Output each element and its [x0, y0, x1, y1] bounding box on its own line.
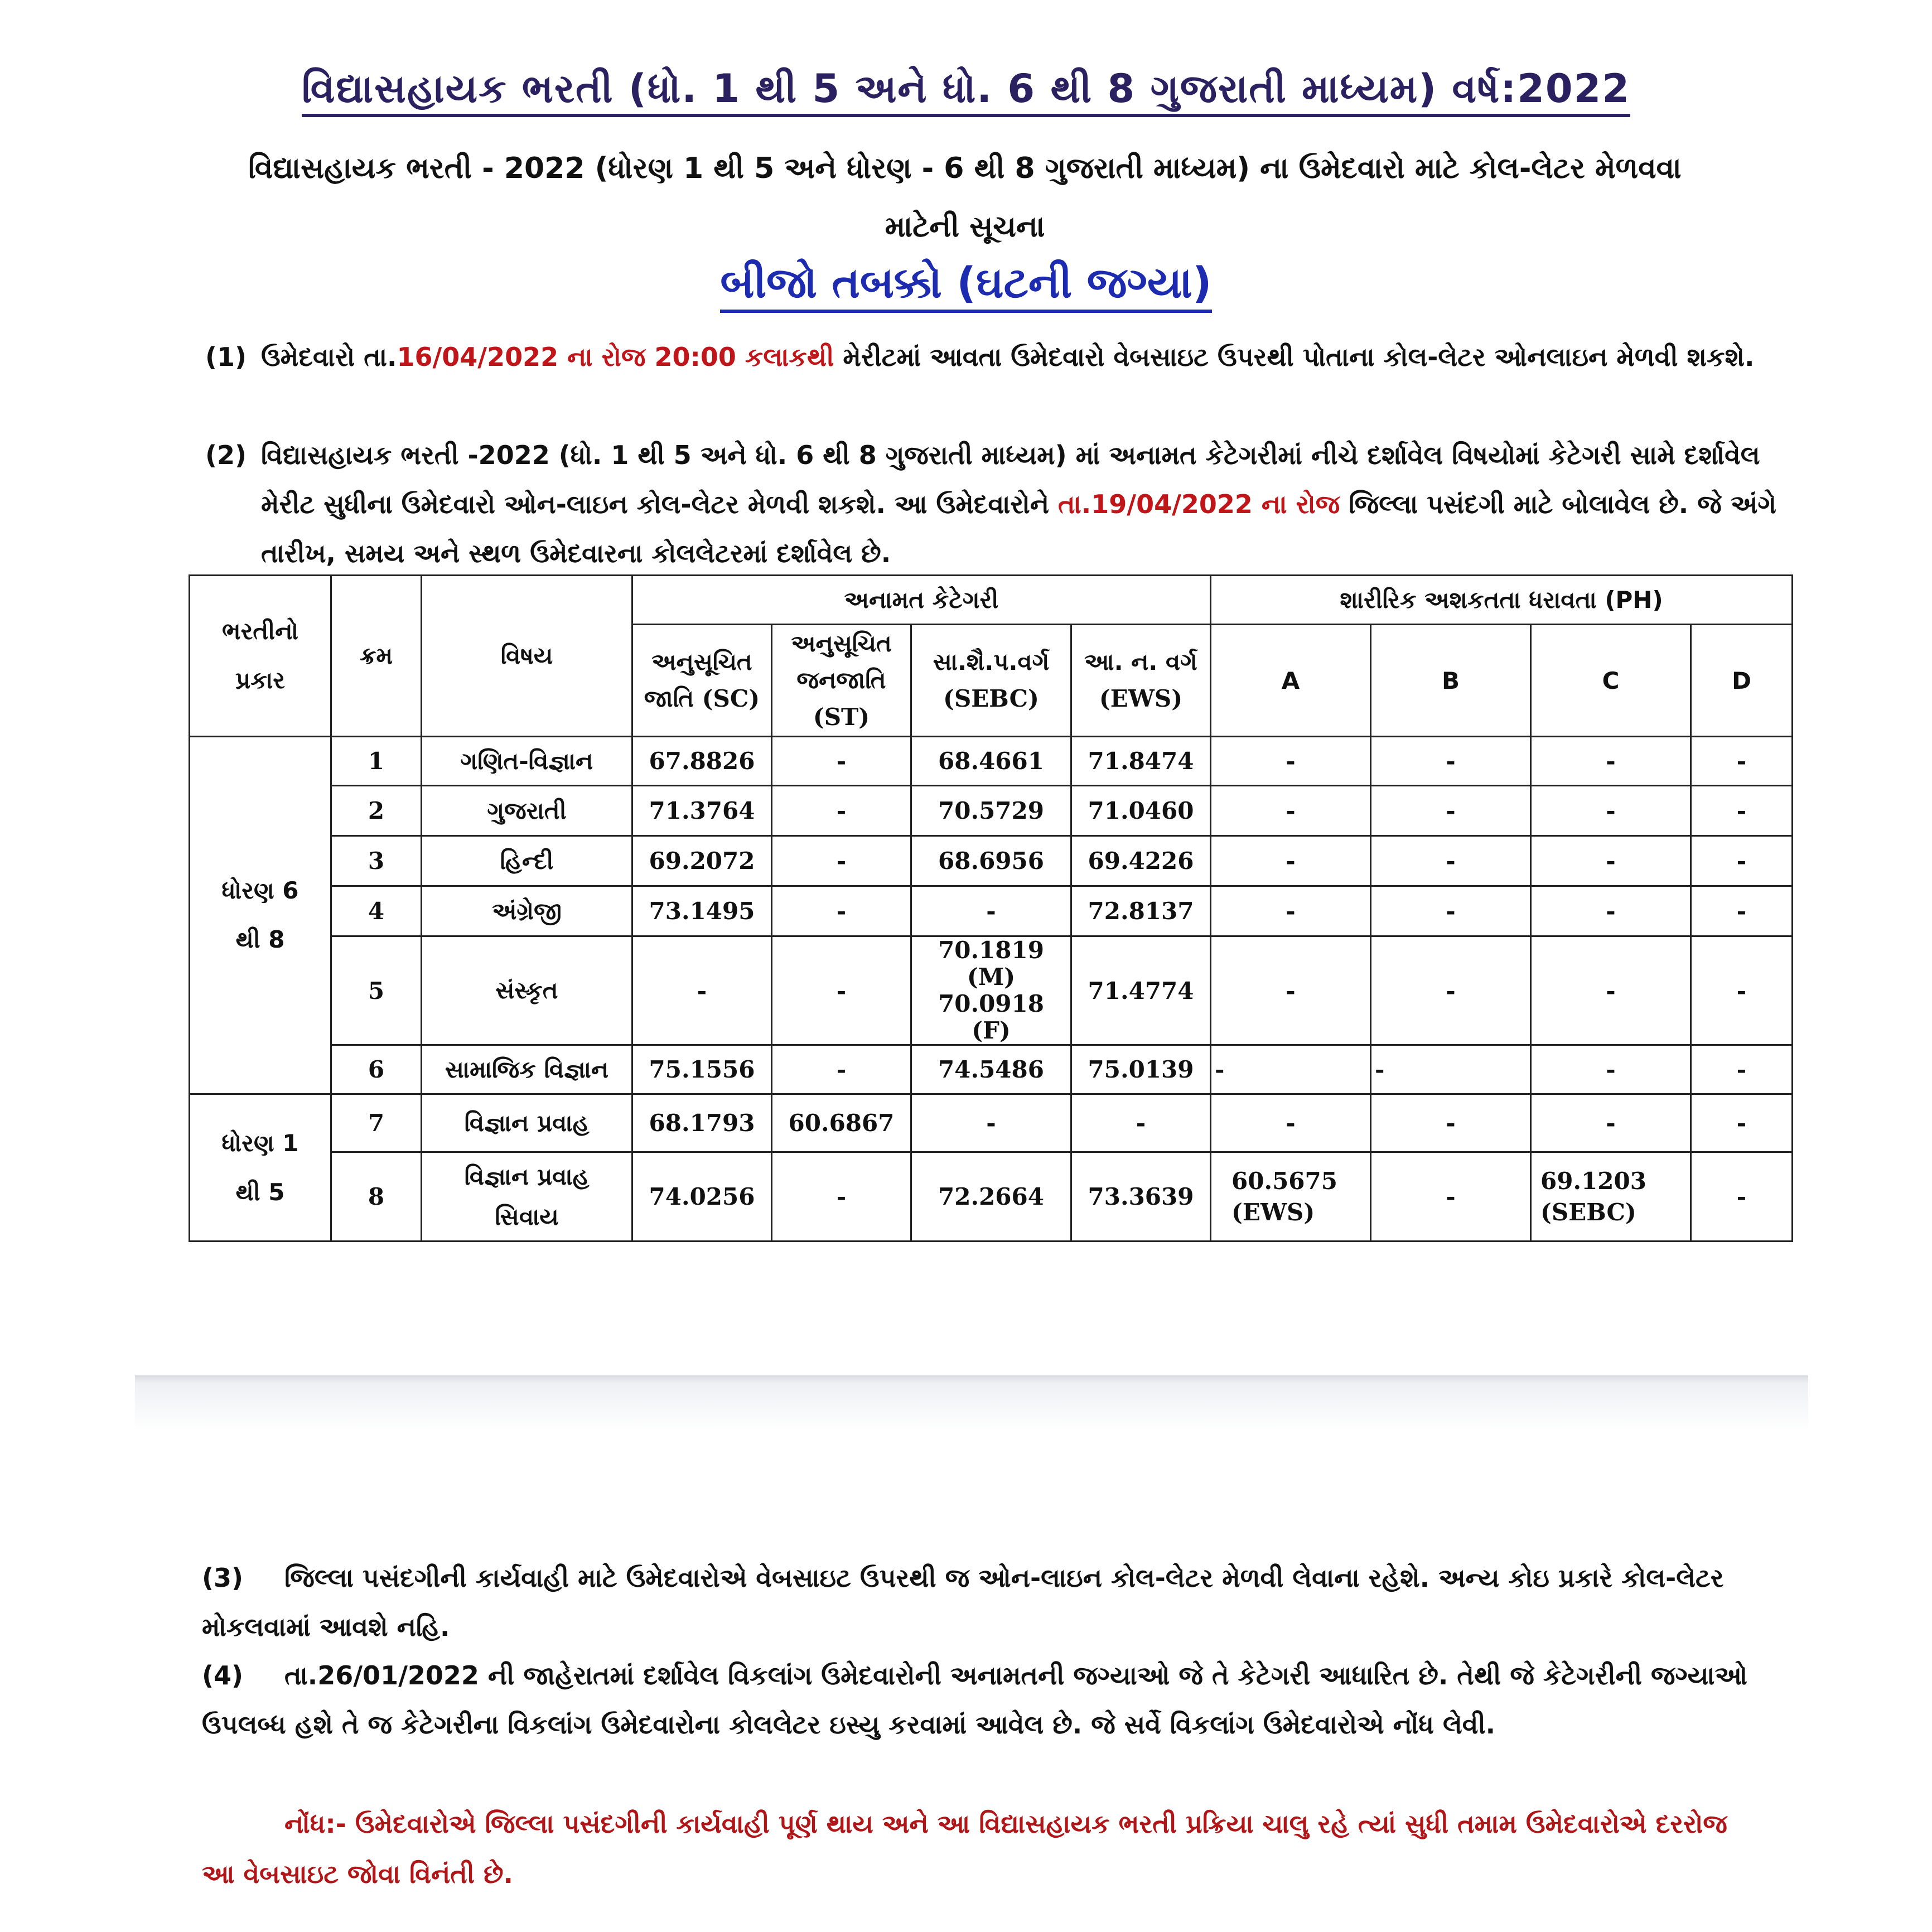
cell-ph-d: - — [1691, 1045, 1793, 1094]
cell-ews: 73.3639 — [1071, 1152, 1211, 1242]
cell-ph-c: - — [1531, 737, 1691, 786]
cell-ph-d: - — [1691, 1152, 1793, 1242]
cell-ews: 75.0139 — [1071, 1045, 1211, 1094]
document-title — [0, 66, 1932, 112]
header-ph-category: શારીરિક અશકતતા ધરાવતા (PH) — [1211, 576, 1793, 625]
phase-heading — [0, 258, 1932, 308]
cell-ph-a: - — [1211, 737, 1371, 786]
paragraph-2-text-b: જિલ્લા પસંદગી માટે બોલાવેલ છે. જે અંગે તારીખ, સમય અને સ્થળ ઉમેદવારના કોલલેટરમાં દર્શાવેલ છે. — [261, 489, 1776, 568]
cell-ph-b: - — [1371, 836, 1531, 886]
cell-ph-c: - — [1531, 1045, 1691, 1094]
table-row — [190, 836, 1793, 886]
cell-ph-c-value: 69.1203 — [1540, 1167, 1646, 1195]
cell-ph-a — [1211, 1152, 1371, 1242]
cell-sebc — [911, 936, 1071, 1045]
cell-ph-c: - — [1531, 1094, 1691, 1152]
cell-ph-b: - — [1371, 886, 1531, 936]
table-row — [190, 936, 1793, 1045]
header-subject: વિષય — [422, 576, 632, 737]
cell-ph-d: - — [1691, 836, 1793, 886]
cell-st: - — [772, 936, 911, 1045]
cell-sc: 67.8826 — [632, 737, 772, 786]
cell-sebc: 68.6956 — [911, 836, 1071, 886]
cell-ph-c-category: (SEBC) — [1540, 1198, 1636, 1226]
group-std-1-5 — [190, 1094, 331, 1242]
cell-ph-a: - — [1211, 886, 1371, 936]
cell-sc: 71.3764 — [632, 786, 772, 836]
paragraph-2 — [205, 431, 1789, 578]
cell-ews: 71.4774 — [1071, 936, 1211, 1045]
cell-ph-c — [1531, 1152, 1691, 1242]
cell-ph-a: - — [1211, 1094, 1371, 1152]
paragraph-2-text-a: વિદ્યાસહાયક ભરતી -2022 (ધો. 1 થી 5 અને ધો. 6 થી 8 ગુજરાતી માધ્યમ) માં અનામત કેટેગરીમાં નીચે દર્શાવેલ વિષયોમાં કેટેગરી સામે દર્શાવેલ મેરીટ સુધીના ઉમેદવારો ઓન-લાઇન કોલ-લેટર મેળવી શકશે. આ ઉમેદવારોને — [261, 440, 1760, 519]
paragraph-1 — [205, 332, 1789, 381]
table-row — [190, 886, 1793, 936]
cell-sebc: - — [911, 886, 1071, 936]
page-divider — [135, 1375, 1808, 1431]
header-sebc-line1: સા.શૈ.પ.વર્ગ — [933, 648, 1050, 675]
paragraph-2-number: (2) — [205, 440, 247, 470]
paragraph-1-text-b: મેરીટમાં આવતા ઉમેદવારો વેબસાઇટ ઉપરથી પોતાના કોલ-લેટર ઓનલાઇન મેળવી શકશે. — [834, 342, 1755, 372]
table-row — [190, 786, 1793, 836]
header-sc-line1: અનુસૂચિત — [651, 648, 752, 675]
cell-ph-a-category: (EWS) — [1231, 1198, 1315, 1226]
cell-ews: 71.0460 — [1071, 786, 1211, 836]
cell-ph-d: - — [1691, 737, 1793, 786]
row-serial: 7 — [331, 1094, 422, 1152]
header-st — [772, 625, 911, 737]
cell-ph-a: - — [1211, 936, 1371, 1045]
paragraph-4-text: તા.26/01/2022 ની જાહેરાતમાં દર્શાવેલ વિકલાંગ ઉમેદવારોની અનામતની જગ્યાઓ જે તે કેટેગરી આધારિત છે. તેથી જે કેટેગરીની જગ્યાઓ ઉપલબ્ધ હશે તે જ કેટેગરીના વિકલાંગ ઉમેદવારોના કોલલેટર ઇસ્યુ કરવામાં આવેલ છે. જે સર્વે વિકલાંગ ઉમેદવારોએ નોંધ લેવી. — [202, 1660, 1748, 1740]
cell-ph-a: - — [1211, 786, 1371, 836]
cell-ph-c: - — [1531, 886, 1691, 936]
header-ph-b: B — [1371, 625, 1531, 737]
paragraph-3-text: જિલ્લા પસંદગીની કાર્યવાહી માટે ઉમેદવારોએ વેબસાઇટ ઉપરથી જ ઓન-લાઇન કોલ-લેટર મેળવી લેવાના રહેશે. અન્ય કોઇ પ્રકારે કોલ-લેટર મોકલવામાં આવશે નહિ. — [202, 1563, 1724, 1642]
table-row — [190, 1152, 1793, 1242]
row-subject: હિન્દી — [422, 836, 632, 886]
header-ews — [1071, 625, 1211, 737]
row-subject: સંસ્કૃત — [422, 936, 632, 1045]
cell-st: - — [772, 1045, 911, 1094]
group-std-6-8 — [190, 737, 331, 1094]
row-subject-line1: વિજ્ઞાન પ્રવાહ — [464, 1162, 590, 1190]
cell-sc: 75.1556 — [632, 1045, 772, 1094]
cell-ph-b: - — [1371, 737, 1531, 786]
header-ews-line1: આ. ન. વર્ગ — [1084, 648, 1197, 675]
cell-ews: 71.8474 — [1071, 737, 1211, 786]
group-std-6-8-label: ધોરણ 6 થી 8 — [221, 877, 299, 953]
cell-sc: 69.2072 — [632, 836, 772, 886]
cell-ph-b: - — [1371, 1152, 1531, 1242]
cell-sebc-male: 70.1819 (M) — [938, 936, 1044, 991]
cell-sc: - — [632, 936, 772, 1045]
row-subject: ગણિત-વિજ્ઞાન — [422, 737, 632, 786]
header-sebc — [911, 625, 1071, 737]
table-row — [190, 1045, 1793, 1094]
cell-ph-a: - — [1211, 1045, 1371, 1094]
paragraph-3-number: (3) — [202, 1563, 244, 1593]
header-reserved-category: અનામત કેટેગરી — [632, 576, 1211, 625]
cell-ph-b: - — [1371, 1094, 1531, 1152]
table-row — [190, 737, 1793, 786]
document-title-text: વિદ્યાસહાયક ભરતી (ધો. 1 થી 5 અને ધો. 6 થી 8 ગુજરાતી માધ્યમ) વર્ષ:2022 — [302, 66, 1630, 117]
row-serial: 4 — [331, 886, 422, 936]
cell-st: - — [772, 737, 911, 786]
paragraph-1-highlight: 16/04/2022 ના રોજ 20:00 કલાકથી — [397, 342, 834, 372]
cell-ph-a: - — [1211, 836, 1371, 886]
cell-sc: 74.0256 — [632, 1152, 772, 1242]
cell-ph-c: - — [1531, 936, 1691, 1045]
paragraph-1-number: (1) — [205, 342, 247, 372]
cell-ph-b: - — [1371, 936, 1531, 1045]
header-sebc-line2: (SEBC) — [943, 685, 1039, 712]
header-ph-c: C — [1531, 625, 1691, 737]
cell-ews: 69.4226 — [1071, 836, 1211, 886]
cell-st: - — [772, 886, 911, 936]
row-subject-line2: સિવાય — [495, 1202, 559, 1230]
paragraph-4 — [202, 1651, 1752, 1749]
merit-table — [189, 574, 1793, 1242]
cell-st: - — [772, 1152, 911, 1242]
header-recruitment-type: ભરતીનો પ્રકાર — [190, 576, 331, 737]
paragraph-3 — [202, 1553, 1752, 1651]
row-subject: ગુજરાતી — [422, 786, 632, 836]
cell-sebc: - — [911, 1094, 1071, 1152]
header-sc-line2: જાતિ (SC) — [644, 685, 760, 712]
cell-ph-a-value: 60.5675 — [1231, 1167, 1337, 1195]
table-header-row-1 — [190, 576, 1793, 625]
row-subject: સામાજિક વિજ્ઞાન — [422, 1045, 632, 1094]
phase-heading-text: બીજો તબક્કો (ઘટની જગ્યા) — [720, 258, 1211, 313]
table-row — [190, 1094, 1793, 1152]
cell-ph-d: - — [1691, 936, 1793, 1045]
group-std-1-5-label: ધોરણ 1 થી 5 — [221, 1129, 299, 1206]
header-serial: ક્રમ — [331, 576, 422, 737]
cell-st: - — [772, 836, 911, 886]
row-serial: 3 — [331, 836, 422, 886]
row-subject — [422, 1152, 632, 1242]
cell-ph-d: - — [1691, 1094, 1793, 1152]
header-ews-line2: (EWS) — [1099, 685, 1183, 712]
paragraph-2-highlight: તા.19/04/2022 ના રોજ — [1058, 489, 1340, 519]
row-serial: 8 — [331, 1152, 422, 1242]
row-serial: 5 — [331, 936, 422, 1045]
cell-ph-d: - — [1691, 786, 1793, 836]
cell-sc: 68.1793 — [632, 1094, 772, 1152]
row-subject: અંગ્રેજી — [422, 886, 632, 936]
row-subject: વિજ્ઞાન પ્રવાહ — [422, 1094, 632, 1152]
document-subtitle: વિદ્યાસહાયક ભરતી - 2022 (ધોરણ 1 થી 5 અને ધોરણ - 6 થી 8 ગુજરાતી માધ્યમ) ના ઉમેદવારો માટે કોલ-લેટર મેળવવા માટેની સૂચના — [248, 152, 1682, 244]
cell-ph-c: - — [1531, 786, 1691, 836]
paragraph-1-text-a: ઉમેદવારો તા. — [261, 342, 397, 372]
cell-sebc: 70.5729 — [911, 786, 1071, 836]
cell-sebc-female: 70.0918 (F) — [938, 990, 1044, 1044]
cell-ph-b: - — [1371, 1045, 1531, 1094]
paragraph-4-number: (4) — [202, 1660, 244, 1690]
cell-ews: - — [1071, 1094, 1211, 1152]
cell-sebc: 74.5486 — [911, 1045, 1071, 1094]
header-ph-d: D — [1691, 625, 1793, 737]
cell-sebc: 72.2664 — [911, 1152, 1071, 1242]
header-sc — [632, 625, 772, 737]
header-ph-a: A — [1211, 625, 1371, 737]
row-serial: 2 — [331, 786, 422, 836]
cell-ph-d: - — [1691, 886, 1793, 936]
header-st-line2: જનજાતિ (ST) — [796, 666, 886, 731]
cell-sebc: 68.4661 — [911, 737, 1071, 786]
row-serial: 6 — [331, 1045, 422, 1094]
note-paragraph: નોંધ:- ઉમેદવારોએ જિલ્લા પસંદગીની કાર્યવાહી પૂર્ણ થાય અને આ વિદ્યાસહાયક ભરતી પ્રક્રિયા ચાલુ રહે ત્યાં સુધી તમામ ઉમેદવારોએ દરરોજ આ વેબસાઇટ જોવા વિનંતી છે. — [202, 1809, 1727, 1889]
row-serial: 1 — [331, 737, 422, 786]
cell-ph-c: - — [1531, 836, 1691, 886]
header-st-line1: અનુસૂચિત — [791, 630, 892, 657]
cell-st: 60.6867 — [772, 1094, 911, 1152]
cell-ews: 72.8137 — [1071, 886, 1211, 936]
cell-st: - — [772, 786, 911, 836]
cell-sc: 73.1495 — [632, 886, 772, 936]
cell-ph-b: - — [1371, 786, 1531, 836]
